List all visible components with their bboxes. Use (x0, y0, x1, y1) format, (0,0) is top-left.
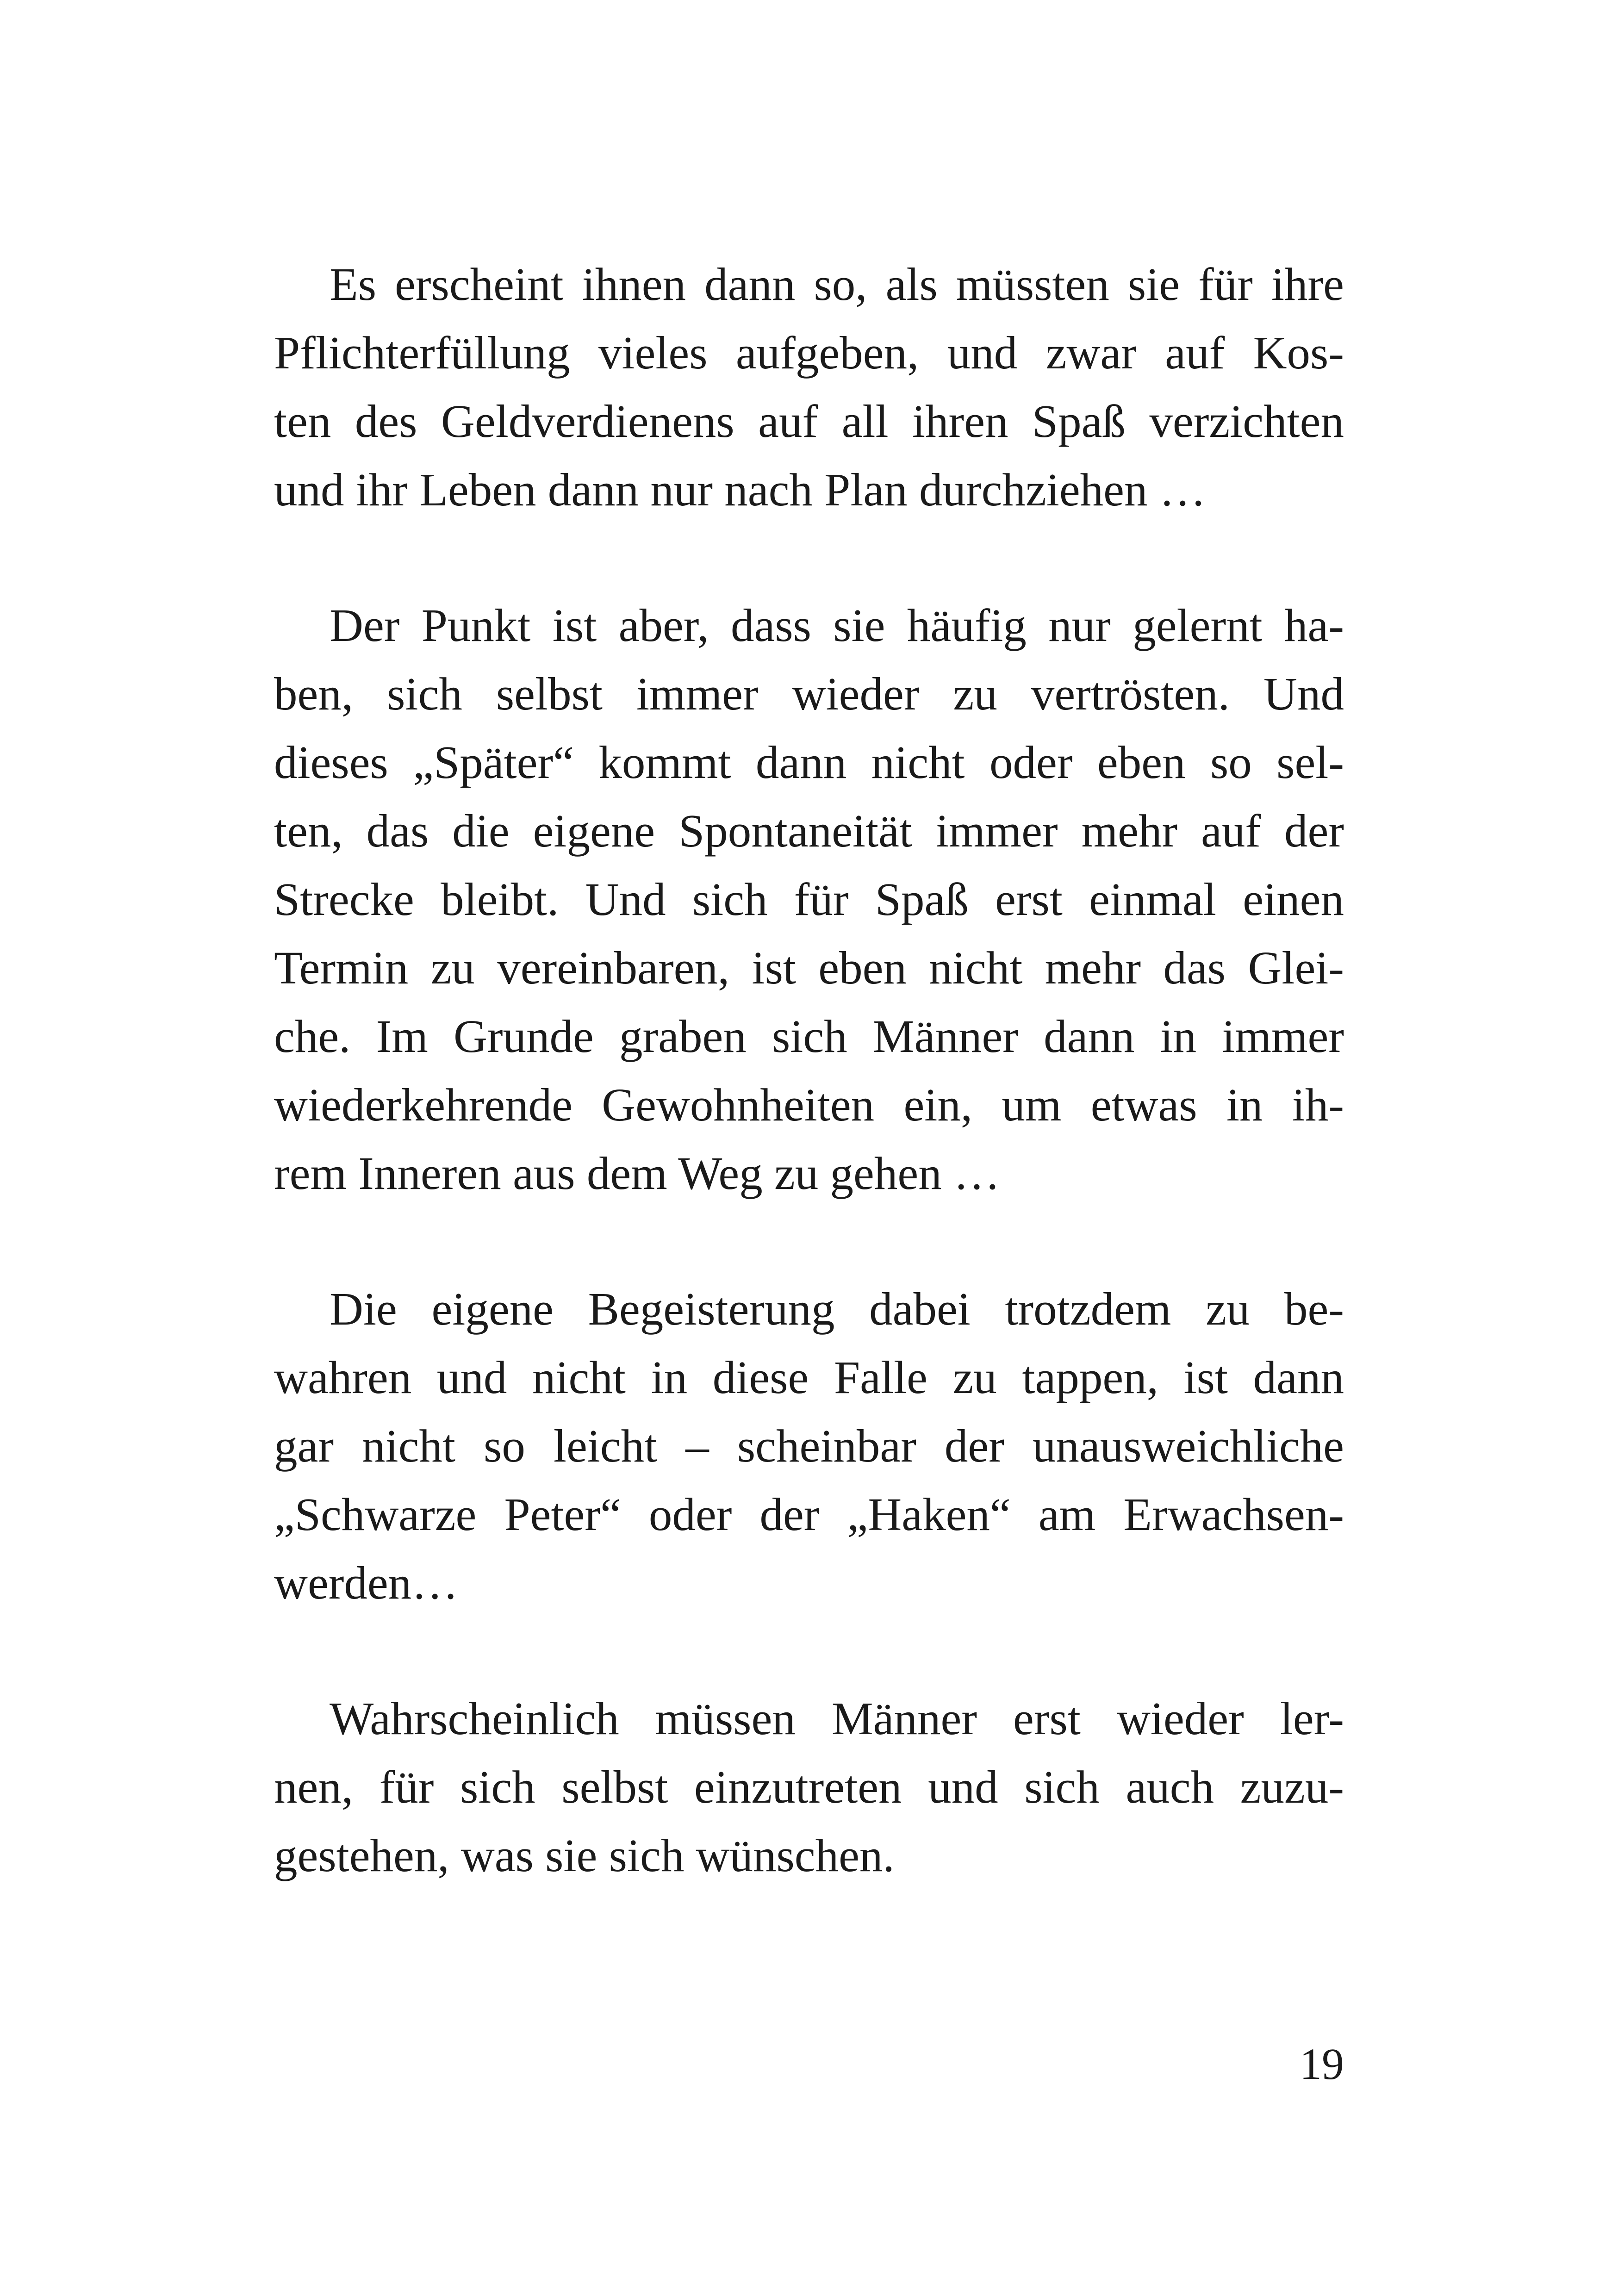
text-line: wiederkehrende Gewohnheiten ein, um etwas in ih- (274, 1079, 1344, 1131)
text-line: Wahrscheinlich müssen Männer erst wieder ler- (330, 1692, 1344, 1744)
page-number: 19 (1300, 2039, 1344, 2089)
paragraph-4 (274, 1684, 1344, 1890)
text-line: gestehen, was sie sich wünschen. (274, 1829, 895, 1881)
text-line: Pflichterfüllung vieles aufgeben, und zwar auf Kos- (274, 327, 1344, 379)
text-line: gar nicht so leicht – scheinbar der unausweichliche (274, 1420, 1344, 1472)
paragraph-2 (274, 591, 1344, 1207)
text-line: rem Inneren aus dem Weg zu gehen … (274, 1147, 1000, 1199)
text-line: Die eigene Begeisterung dabei trotzdem zu be- (330, 1283, 1344, 1335)
paragraph-1 (274, 250, 1344, 524)
text-line: wahren und nicht in diese Falle zu tappen, ist dann (274, 1351, 1344, 1403)
text-line: „Schwarze Peter“ oder der „Haken“ am Erwachsen- (274, 1488, 1344, 1540)
text-line: Der Punkt ist aber, dass sie häufig nur gelernt ha- (330, 599, 1344, 651)
text-line: und ihr Leben dann nur nach Plan durchziehen … (274, 464, 1206, 516)
text-line: Strecke bleibt. Und sich für Spaß erst einmal einen (274, 873, 1344, 925)
text-line: werden… (274, 1557, 459, 1609)
text-line: Termin zu vereinbaren, ist eben nicht mehr das Glei- (274, 942, 1344, 994)
text-line: che. Im Grunde graben sich Männer dann in immer (274, 1010, 1344, 1062)
text-line: ten, das die eigene Spontaneität immer mehr auf der (274, 805, 1344, 857)
paragraph-3 (274, 1275, 1344, 1617)
text-line: ten des Geldverdienens auf all ihren Spaß verzichten (274, 395, 1344, 447)
text-line: Es erscheint ihnen dann so, als müssten sie für ihre (330, 258, 1344, 310)
text-line: ben, sich selbst immer wieder zu vertrösten. Und (274, 668, 1344, 720)
text-line: nen, für sich selbst einzutreten und sich auch zuzu- (274, 1761, 1344, 1813)
text-line: dieses „Später“ kommt dann nicht oder eben so sel- (274, 736, 1344, 788)
body-text (274, 250, 1344, 1957)
